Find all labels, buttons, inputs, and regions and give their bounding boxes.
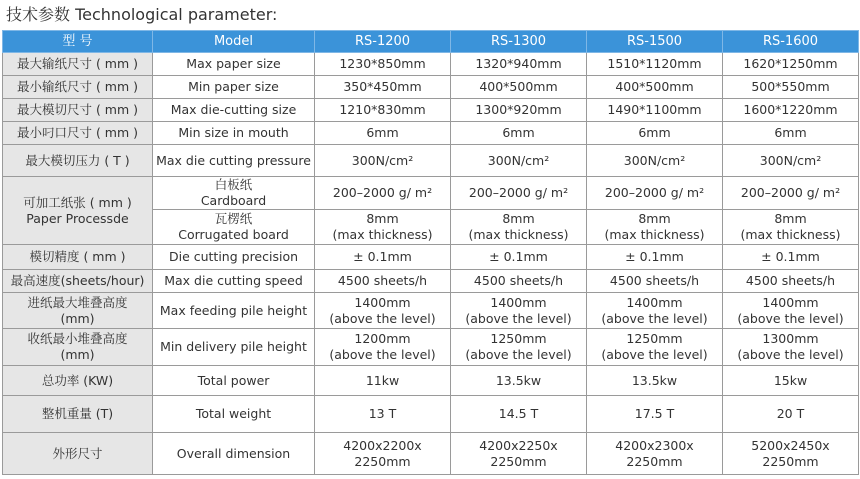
value-cell xyxy=(587,329,723,366)
table-row xyxy=(3,177,859,210)
value-line: 2250mm xyxy=(762,453,819,469)
value-cell xyxy=(315,210,451,245)
value-cell: 1230*850mm xyxy=(315,53,451,76)
value-cell: 15kw xyxy=(723,366,859,396)
value-cell: 400*500mm xyxy=(451,76,587,99)
value-line: (above the level) xyxy=(737,310,844,326)
value-line: 2250mm xyxy=(490,453,547,469)
header-cell: RS-1500 xyxy=(587,31,723,53)
value-cell xyxy=(587,433,723,475)
value-cell: 1210*830mm xyxy=(315,99,451,122)
spec-table xyxy=(2,30,859,475)
value-line: (max thickness) xyxy=(332,227,433,242)
value-line: (above the level) xyxy=(329,310,436,326)
param-cn: 可加工纸张 ( mm ) xyxy=(23,194,132,210)
value-cell xyxy=(723,293,859,329)
value-line: 1400mm xyxy=(626,294,683,310)
param-cn: 整机重量 (T) xyxy=(3,396,153,433)
value-cell: 300N/cm² xyxy=(723,145,859,177)
value-line: 4200x2250x xyxy=(479,437,558,453)
param-cn: 最高速度(sheets/hour) xyxy=(3,270,153,293)
value-line: 1400mm xyxy=(354,294,411,310)
value-cell: ± 0.1mm xyxy=(315,245,451,270)
param-en: Min delivery pile height xyxy=(153,329,315,366)
value-cell: 6mm xyxy=(723,122,859,145)
sub-param-cardboard xyxy=(153,177,315,210)
header-cell: RS-1300 xyxy=(451,31,587,53)
param-en: Die cutting precision xyxy=(153,245,315,270)
value-cell xyxy=(723,329,859,366)
value-cell xyxy=(723,210,859,245)
param-cn-line: 进纸最大堆叠高度 xyxy=(27,294,128,310)
table-row xyxy=(3,270,859,293)
value-line: 8mm xyxy=(366,211,399,226)
value-cell: 200–2000 g/ m² xyxy=(587,177,723,210)
param-cn: 最大模切尺寸 ( mm ) xyxy=(3,99,153,122)
value-line: 8mm xyxy=(774,211,807,226)
value-cell: 4500 sheets/h xyxy=(451,270,587,293)
value-cell xyxy=(587,293,723,329)
param-en: Total power xyxy=(153,366,315,396)
param-cn xyxy=(3,329,153,366)
value-cell: 14.5 T xyxy=(451,396,587,433)
value-cell: 4500 sheets/h xyxy=(315,270,451,293)
value-line: (max thickness) xyxy=(604,227,705,242)
value-cell: 6mm xyxy=(315,122,451,145)
value-line: 8mm xyxy=(502,211,535,226)
value-line: 5200x2450x xyxy=(751,437,830,453)
value-line: (above the level) xyxy=(601,310,708,326)
value-cell xyxy=(315,293,451,329)
value-line: 4200x2200x xyxy=(343,437,422,453)
sub-param-cn: 瓦楞纸 xyxy=(214,211,253,226)
value-cell: 300N/cm² xyxy=(315,145,451,177)
param-en: Overall dimension xyxy=(153,433,315,475)
value-line: 1400mm xyxy=(762,294,819,310)
param-cn-line: (mm) xyxy=(60,310,95,326)
value-line: (above the level) xyxy=(329,347,436,362)
table-row xyxy=(3,99,859,122)
value-cell: 17.5 T xyxy=(587,396,723,433)
page-title: 技术参数 Technological parameter: xyxy=(6,5,278,24)
param-paper-processed xyxy=(3,177,153,245)
param-cn: 总功率 (KW) xyxy=(3,366,153,396)
value-cell: 300N/cm² xyxy=(451,145,587,177)
header-cell: Model xyxy=(153,31,315,53)
value-cell xyxy=(723,433,859,475)
value-cell: 300N/cm² xyxy=(587,145,723,177)
param-cn: 最小叼口尺寸 ( mm ) xyxy=(3,122,153,145)
sub-param-corrugated xyxy=(153,210,315,245)
value-cell: 400*500mm xyxy=(587,76,723,99)
value-line: 2250mm xyxy=(626,453,683,469)
value-cell: 500*550mm xyxy=(723,76,859,99)
param-en: Max die cutting pressure xyxy=(153,145,315,177)
value-line: (above the level) xyxy=(601,347,708,362)
sub-param-en: Cardboard xyxy=(200,193,267,208)
value-cell xyxy=(315,433,451,475)
value-cell: 6mm xyxy=(451,122,587,145)
value-cell: 1300*920mm xyxy=(451,99,587,122)
value-cell: 4500 sheets/h xyxy=(723,270,859,293)
param-en: Min size in mouth xyxy=(153,122,315,145)
param-cn xyxy=(3,293,153,329)
table-row xyxy=(3,293,859,329)
value-line: 2250mm xyxy=(354,453,411,469)
param-cn: 外形尺寸 xyxy=(3,433,153,475)
param-en: Max paper size xyxy=(153,53,315,76)
table-row xyxy=(3,433,859,475)
value-line: (above the level) xyxy=(465,310,572,326)
param-en: Total weight xyxy=(153,396,315,433)
header-cell: 型 号 xyxy=(3,31,153,53)
value-cell xyxy=(587,210,723,245)
header-cell: RS-1600 xyxy=(723,31,859,53)
param-en: Max feeding pile height xyxy=(153,293,315,329)
value-cell xyxy=(315,329,451,366)
header-row xyxy=(3,31,859,53)
sub-param-en: Corrugated board xyxy=(178,227,289,242)
header-cell: RS-1200 xyxy=(315,31,451,53)
value-cell: 11kw xyxy=(315,366,451,396)
value-cell: ± 0.1mm xyxy=(587,245,723,270)
value-cell: 1620*1250mm xyxy=(723,53,859,76)
value-cell: 1320*940mm xyxy=(451,53,587,76)
value-line: 1250mm xyxy=(490,331,547,346)
table-row xyxy=(3,53,859,76)
param-en: Min paper size xyxy=(153,76,315,99)
param-cn-line: 收纸最小堆叠高度 xyxy=(27,331,128,346)
table-row xyxy=(3,145,859,177)
value-cell: 350*450mm xyxy=(315,76,451,99)
table-row xyxy=(3,122,859,145)
value-cell: 1510*1120mm xyxy=(587,53,723,76)
value-line: (max thickness) xyxy=(740,227,841,242)
table-row xyxy=(3,396,859,433)
value-line: 1400mm xyxy=(490,294,547,310)
table-row xyxy=(3,366,859,396)
value-cell: 200–2000 g/ m² xyxy=(451,177,587,210)
param-cn-line: (mm) xyxy=(60,347,95,362)
value-cell: 13 T xyxy=(315,396,451,433)
value-line: 1300mm xyxy=(762,331,819,346)
param-en: Paper Processde xyxy=(26,210,129,226)
value-line: (above the level) xyxy=(465,347,572,362)
param-en: Max die cutting speed xyxy=(153,270,315,293)
param-cn: 模切精度 ( mm ) xyxy=(3,245,153,270)
value-cell: ± 0.1mm xyxy=(451,245,587,270)
value-line: 4200x2300x xyxy=(615,437,694,453)
value-cell: ± 0.1mm xyxy=(723,245,859,270)
param-en: Max die-cutting size xyxy=(153,99,315,122)
value-cell: 4500 sheets/h xyxy=(587,270,723,293)
value-line: (above the level) xyxy=(737,347,844,362)
value-cell xyxy=(451,433,587,475)
value-cell xyxy=(451,293,587,329)
table-row xyxy=(3,245,859,270)
value-cell: 1600*1220mm xyxy=(723,99,859,122)
table-row xyxy=(3,76,859,99)
table-row xyxy=(3,329,859,366)
value-cell xyxy=(451,210,587,245)
value-line: 1200mm xyxy=(354,331,411,346)
param-cn: 最大输纸尺寸 ( mm ) xyxy=(3,53,153,76)
value-cell: 6mm xyxy=(587,122,723,145)
param-cn: 最小输纸尺寸 ( mm ) xyxy=(3,76,153,99)
sub-param-cn: 白板纸 xyxy=(214,177,253,192)
value-cell: 1490*1100mm xyxy=(587,99,723,122)
value-cell xyxy=(451,329,587,366)
value-cell: 200–2000 g/ m² xyxy=(723,177,859,210)
value-cell: 20 T xyxy=(723,396,859,433)
value-line: (max thickness) xyxy=(468,227,569,242)
value-line: 1250mm xyxy=(626,331,683,346)
value-line: 8mm xyxy=(638,211,671,226)
value-cell: 200–2000 g/ m² xyxy=(315,177,451,210)
value-cell: 13.5kw xyxy=(451,366,587,396)
value-cell: 13.5kw xyxy=(587,366,723,396)
param-cn: 最大模切压力 ( T ) xyxy=(3,145,153,177)
